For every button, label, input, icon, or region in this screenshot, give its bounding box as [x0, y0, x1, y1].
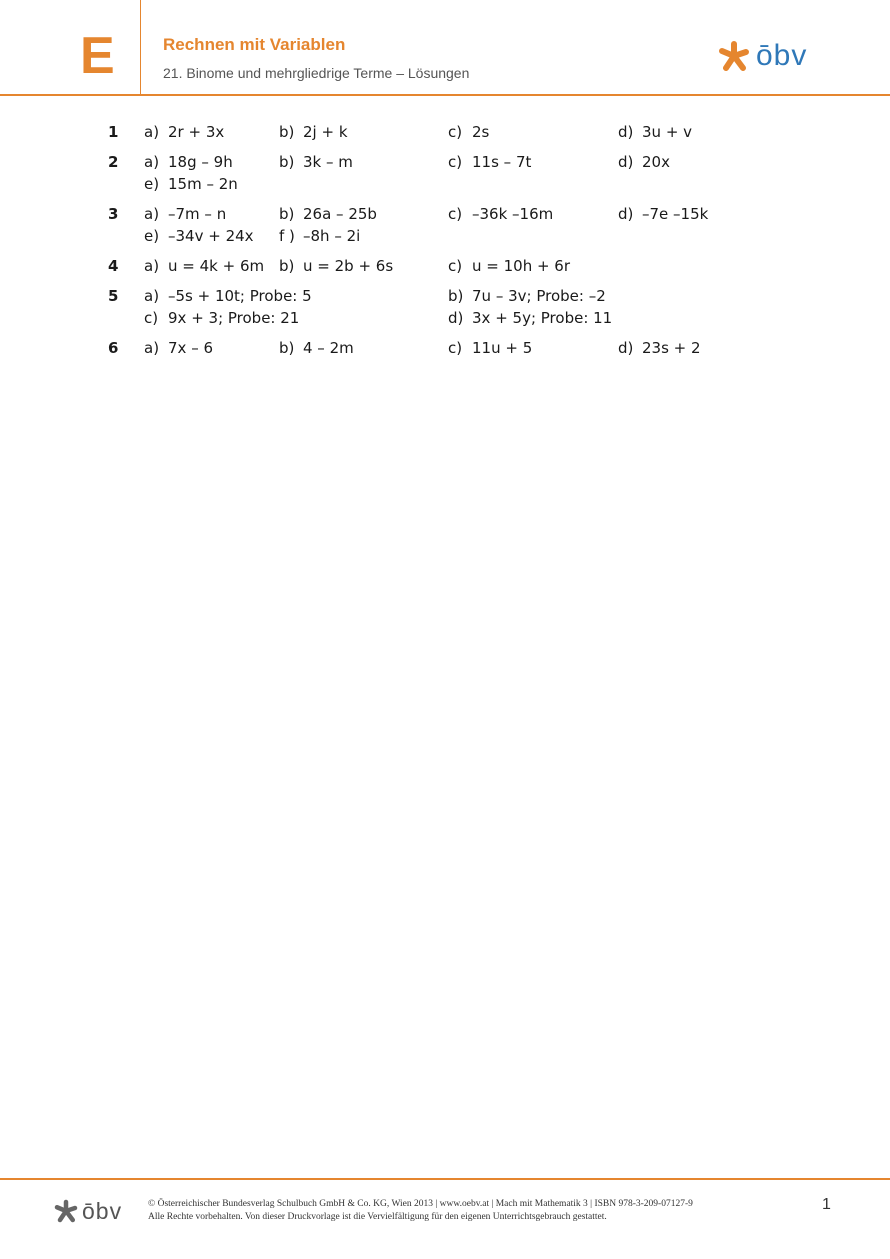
answer-text: 26a – 25b — [303, 205, 377, 223]
answer-item — [279, 151, 353, 173]
answer-item — [144, 203, 226, 225]
answer-label: d) — [618, 153, 634, 171]
answer-text: 11s – 7t — [472, 153, 532, 171]
answer-label: a) — [144, 205, 160, 223]
exercise-number: 6 — [108, 339, 119, 357]
answer-label: c) — [448, 153, 463, 171]
answer-text: 23s + 2 — [642, 339, 701, 357]
answer-item — [279, 225, 360, 247]
header-divider-vertical — [140, 0, 141, 94]
header-divider — [0, 94, 890, 96]
answer-label: a) — [144, 339, 160, 357]
answer-item — [144, 285, 312, 307]
answer-text: 3x + 5y; Probe: 11 — [472, 309, 613, 327]
exercise-number: 1 — [108, 123, 119, 141]
copyright-notice — [148, 1198, 693, 1224]
answer-label: a) — [144, 123, 160, 141]
answer-item — [448, 151, 531, 173]
answer-text: 15m – 2n — [168, 175, 238, 193]
answer-line — [0, 307, 890, 329]
answer-item — [448, 121, 489, 143]
answer-label: d) — [618, 205, 634, 223]
answer-text: –36k –16m — [472, 205, 554, 223]
answer-item — [144, 173, 238, 195]
answer-label: a) — [144, 287, 160, 305]
answer-label: d) — [448, 309, 464, 327]
copyright-line: © Österreichischer Bundesverlag Schulbuch GmbH & Co. KG, Wien 2013 | www.oebv.at | Mach mit Mathematik 3 | ISBN 978-3-209-07127-9 — [148, 1199, 693, 1209]
exercise-number: 3 — [108, 205, 119, 223]
answer-label: f ) — [279, 227, 295, 245]
publisher-logo — [718, 40, 807, 72]
exercise-row — [0, 151, 890, 195]
answer-line — [0, 121, 890, 143]
answer-text: u = 4k + 6m — [168, 257, 265, 275]
answer-text: 20x — [642, 153, 670, 171]
answer-line — [0, 225, 890, 247]
answer-text: 18g – 9h — [168, 153, 233, 171]
answer-label: b) — [279, 123, 295, 141]
answer-label: d) — [618, 123, 634, 141]
page-title: Rechnen mit Variablen — [163, 35, 346, 54]
answer-item — [144, 121, 224, 143]
section-letter: E — [80, 27, 115, 85]
answer-label: b) — [279, 205, 295, 223]
answer-item — [448, 255, 570, 277]
answer-item — [279, 121, 348, 143]
answer-text: 4 – 2m — [303, 339, 354, 357]
answer-text: 2s — [472, 123, 490, 141]
answer-item — [279, 255, 393, 277]
answer-text: 7u – 3v; Probe: –2 — [472, 287, 606, 305]
answer-label: e) — [144, 175, 160, 193]
page-subtitle: 21. Binome und mehrgliedrige Terme – Lösungen — [163, 65, 470, 81]
answer-text: –7m – n — [168, 205, 227, 223]
answer-item — [448, 285, 606, 307]
answer-label: a) — [144, 257, 160, 275]
answer-item — [279, 337, 354, 359]
answer-text: 3k – m — [303, 153, 353, 171]
exercise-row — [0, 203, 890, 247]
answer-line — [0, 255, 890, 277]
answer-label: c) — [448, 123, 463, 141]
answer-label: b) — [279, 339, 295, 357]
answer-label: c) — [448, 339, 463, 357]
answer-item — [144, 307, 299, 329]
answer-text: 3u + v — [642, 123, 693, 141]
exercise-number: 2 — [108, 153, 119, 171]
obv-star-icon — [54, 1199, 78, 1223]
answer-item — [279, 203, 377, 225]
answer-item — [448, 337, 532, 359]
answer-item — [144, 255, 264, 277]
answer-line — [0, 151, 890, 173]
answer-line — [0, 203, 890, 225]
exercise-number: 5 — [108, 287, 119, 305]
answer-label: b) — [448, 287, 464, 305]
footer-divider — [0, 1178, 890, 1180]
footer-logo — [54, 1199, 122, 1223]
answer-line — [0, 337, 890, 359]
page-number: 1 — [822, 1196, 831, 1213]
answer-item — [618, 337, 701, 359]
answer-item — [144, 151, 233, 173]
answer-text: –7e –15k — [642, 205, 709, 223]
exercise-row — [0, 121, 890, 143]
answer-text: 2r + 3x — [168, 123, 225, 141]
answer-label: b) — [279, 153, 295, 171]
answer-item — [144, 337, 213, 359]
answer-text: u = 10h + 6r — [472, 257, 571, 275]
answer-text: –8h – 2i — [303, 227, 361, 245]
answer-text: 7x – 6 — [168, 339, 213, 357]
answer-label: d) — [618, 339, 634, 357]
exercise-number: 4 — [108, 257, 119, 275]
exercise-row — [0, 285, 890, 329]
answer-text: –5s + 10t; Probe: 5 — [168, 287, 312, 305]
footer-logo-text: ōbv — [82, 1197, 123, 1224]
answer-item — [144, 225, 254, 247]
answer-label: c) — [448, 257, 463, 275]
answer-label: a) — [144, 153, 160, 171]
answer-text: 11u + 5 — [472, 339, 533, 357]
answer-line — [0, 173, 890, 195]
answer-item — [618, 203, 708, 225]
answer-label: c) — [448, 205, 463, 223]
answer-text: –34v + 24x — [168, 227, 254, 245]
exercise-row — [0, 255, 890, 277]
answer-label: c) — [144, 309, 159, 327]
answer-item — [618, 151, 670, 173]
answer-label: b) — [279, 257, 295, 275]
answers-list — [0, 121, 890, 367]
answer-text: 9x + 3; Probe: 21 — [168, 309, 300, 327]
exercise-row — [0, 337, 890, 359]
obv-star-icon — [718, 40, 750, 72]
answer-text: u = 2b + 6s — [303, 257, 394, 275]
answer-item — [448, 307, 612, 329]
answer-item — [618, 121, 692, 143]
answer-line — [0, 285, 890, 307]
answer-item — [448, 203, 553, 225]
publisher-logo-text: ōbv — [756, 39, 808, 72]
rights-line: Alle Rechte vorbehalten. Von dieser Druckvorlage ist die Vervielfältigung für den eigenen Unterrichtsgebrauch gestattet. — [148, 1212, 607, 1222]
answer-label: e) — [144, 227, 160, 245]
answer-text: 2j + k — [303, 123, 348, 141]
